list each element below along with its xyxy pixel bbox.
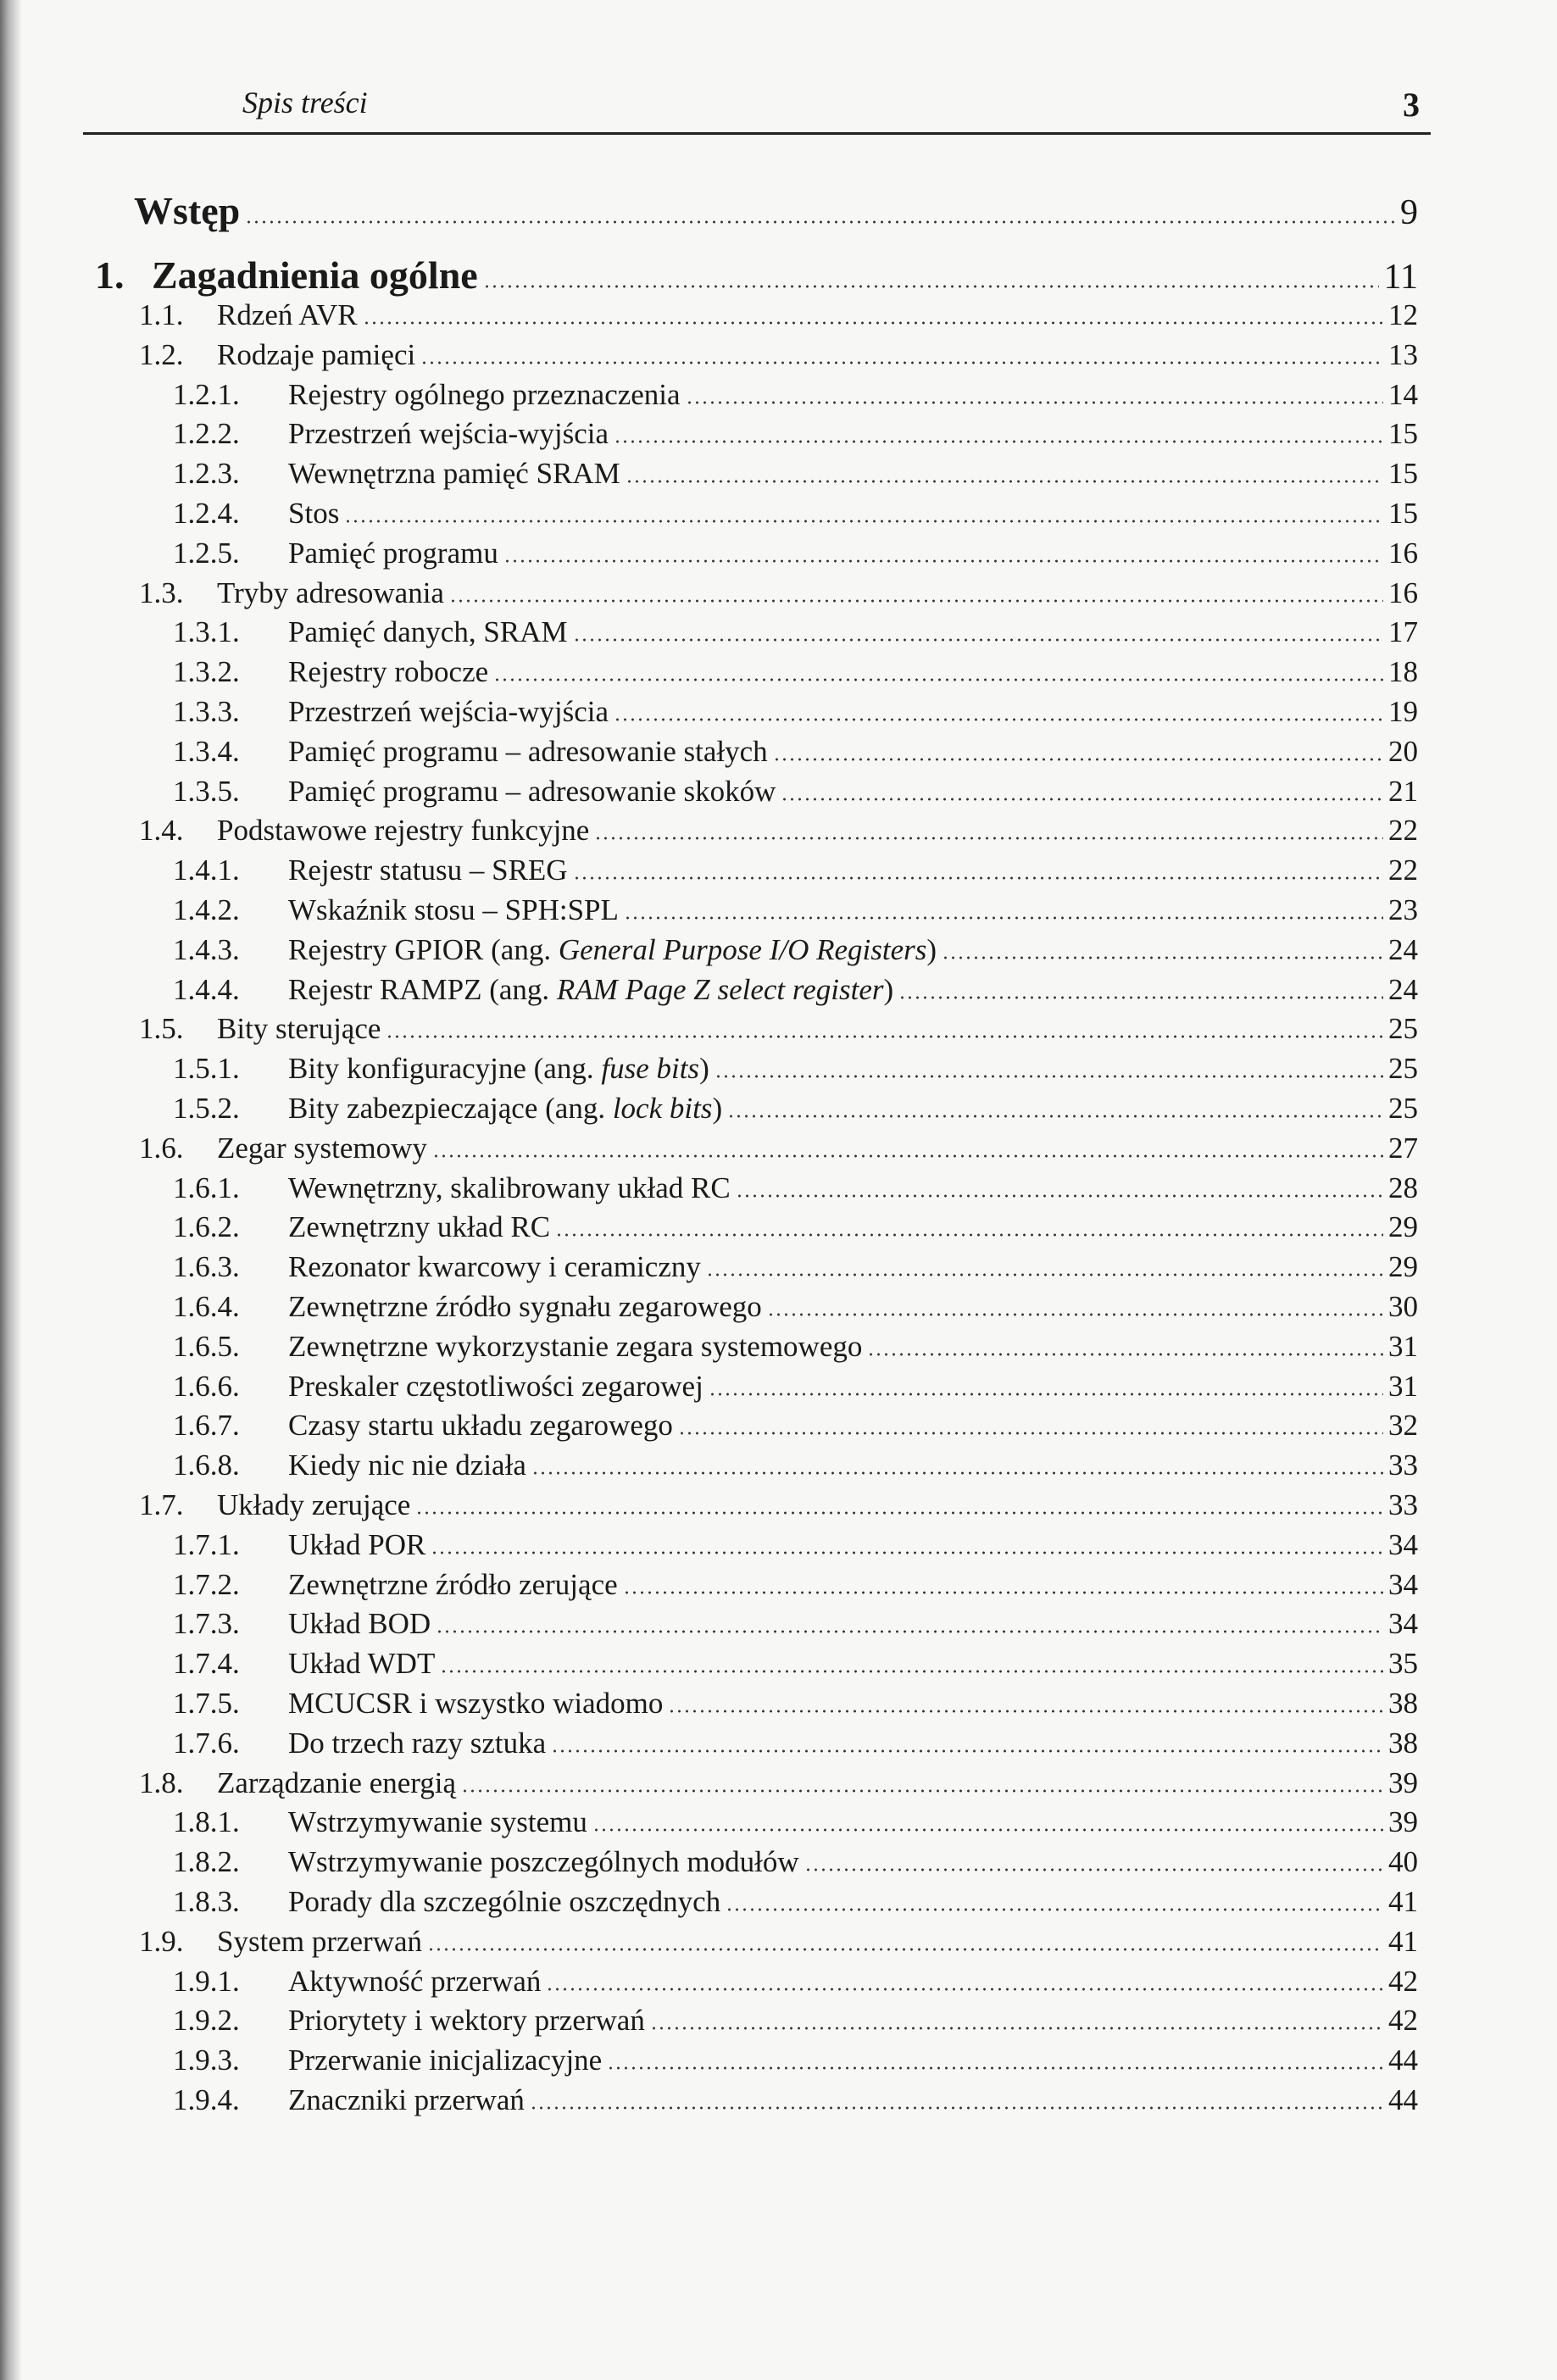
toc-title xyxy=(288,854,568,887)
toc-page: 39 xyxy=(1388,1766,1418,1799)
toc-title-text: Układ WDT xyxy=(288,1647,436,1681)
toc-title-text: Wskaźnik stosu – SPH:SPL xyxy=(288,893,619,926)
toc-title-text: Rdzeń AVR xyxy=(217,298,358,331)
toc-title xyxy=(288,2044,602,2077)
toc-number: 1.9.4. xyxy=(173,2083,240,2116)
toc-entry[interactable] xyxy=(217,1488,1418,1527)
toc-entry-chapter[interactable] xyxy=(152,253,1418,298)
dot-leader xyxy=(773,758,1383,761)
dot-leader xyxy=(614,440,1383,443)
toc-title-text: Bity zabezpieczające (ang. xyxy=(288,1092,613,1125)
toc-page: 44 xyxy=(1388,2083,1418,2116)
dot-leader xyxy=(592,1828,1383,1832)
dot-leader xyxy=(804,1868,1383,1871)
dot-leader xyxy=(626,480,1383,483)
dot-leader xyxy=(386,1035,1383,1038)
toc-number: 1.1. xyxy=(139,298,184,331)
toc-title xyxy=(288,893,619,927)
toc-title-text: Zarządzanie energią xyxy=(217,1766,457,1799)
toc-entry[interactable] xyxy=(217,338,1418,377)
toc-page: 34 xyxy=(1388,1567,1418,1601)
toc-title xyxy=(288,1687,663,1721)
toc-title xyxy=(288,695,609,729)
toc-entry[interactable] xyxy=(288,1250,1418,1289)
dot-leader xyxy=(344,520,1383,523)
toc-page: 35 xyxy=(1388,1647,1418,1681)
toc-page: 29 xyxy=(1388,1250,1418,1284)
toc-number: 1.4.2. xyxy=(173,893,240,926)
toc-title xyxy=(288,1250,701,1284)
toc-page: 18 xyxy=(1388,655,1418,689)
toc-title-text: MCUCSR i wszystko wiadomo xyxy=(288,1687,664,1720)
toc-title xyxy=(288,1210,550,1244)
toc-title xyxy=(217,576,444,610)
toc-title-italic: RAM Page Z select register xyxy=(556,972,884,1006)
toc-title xyxy=(217,1766,456,1800)
toc-title-text: Priorytety i wektory przerwań xyxy=(288,2004,645,2038)
toc-entry[interactable] xyxy=(288,1885,1418,1924)
toc-title xyxy=(288,1290,762,1324)
toc-page: 24 xyxy=(1388,932,1418,966)
toc-page: 34 xyxy=(1388,1527,1418,1561)
toc-title-italic: General Purpose I/O Registers xyxy=(558,932,927,966)
toc-title-text: Pamięć programu – adresowanie stałych xyxy=(288,734,768,768)
toc-entry[interactable] xyxy=(288,854,1418,892)
toc-title xyxy=(288,1052,709,1086)
toc-page: 11 xyxy=(1383,258,1418,297)
toc-entry[interactable] xyxy=(288,695,1418,734)
toc-page: 25 xyxy=(1388,1052,1418,1086)
toc-entry[interactable] xyxy=(288,775,1418,814)
page-number: 3 xyxy=(1403,86,1420,124)
dot-leader xyxy=(573,638,1383,642)
toc-title xyxy=(288,735,768,769)
toc-entry[interactable] xyxy=(288,1092,1418,1131)
toc-number: 1.5.1. xyxy=(173,1052,240,1086)
toc-entry[interactable] xyxy=(288,1687,1418,1726)
toc-page: 25 xyxy=(1388,1012,1418,1046)
toc-title xyxy=(288,1171,731,1205)
dot-leader xyxy=(624,916,1383,920)
toc-title-text: Rejestry ogólnego przeznaczenia xyxy=(288,377,681,411)
toc-page: 38 xyxy=(1388,1687,1418,1720)
dot-leader xyxy=(420,361,1383,364)
toc-number: 1.7.2. xyxy=(173,1567,240,1601)
toc-number: 1.6.4. xyxy=(173,1290,240,1323)
toc-title-suffix: ) xyxy=(699,1052,709,1086)
dot-leader xyxy=(706,1273,1383,1276)
toc-number: 1.7. xyxy=(139,1488,184,1521)
toc-entry[interactable] xyxy=(288,2083,1418,2122)
toc-title xyxy=(288,457,620,491)
toc-page: 42 xyxy=(1388,2004,1418,2038)
toc-entry[interactable] xyxy=(288,933,1418,972)
toc-title xyxy=(288,1568,618,1602)
dot-leader xyxy=(363,321,1383,325)
toc-entry[interactable] xyxy=(217,1766,1418,1805)
toc-entry[interactable] xyxy=(288,1805,1418,1844)
toc-page: 31 xyxy=(1388,1329,1418,1363)
toc-title xyxy=(288,1805,587,1839)
toc-title-text: Rejestr RAMPZ (ang. xyxy=(288,972,557,1006)
toc-entry[interactable] xyxy=(217,1012,1418,1051)
toc-title xyxy=(288,1647,435,1681)
dot-leader xyxy=(432,1154,1383,1158)
toc-entry[interactable] xyxy=(288,2004,1418,2043)
toc-entry[interactable] xyxy=(288,735,1418,774)
toc-number: 1.8. xyxy=(139,1766,184,1799)
toc-title-text: Zegar systemowy xyxy=(217,1131,427,1165)
toc-title-text: Wewnętrzna pamięć SRAM xyxy=(288,457,620,491)
toc-entry[interactable] xyxy=(288,497,1418,536)
toc-page: 31 xyxy=(1388,1369,1418,1403)
dot-leader xyxy=(503,559,1383,563)
toc-entry[interactable] xyxy=(288,1647,1418,1686)
toc-page: 34 xyxy=(1388,1607,1418,1641)
toc-number: 1.5.2. xyxy=(173,1092,240,1125)
toc-title-text: Wstrzymywanie systemu xyxy=(288,1805,587,1839)
toc-number: 1.4.3. xyxy=(173,932,240,966)
toc-entry[interactable] xyxy=(288,417,1418,456)
toc-title-text: Bity sterujące xyxy=(217,1012,381,1046)
toc-title-suffix: ) xyxy=(712,1092,723,1125)
toc-title-text: Zewnętrzne źródło zerujące xyxy=(288,1567,618,1601)
toc-page: 39 xyxy=(1388,1805,1418,1839)
toc-page: 41 xyxy=(1388,1885,1418,1918)
toc-entry[interactable] xyxy=(288,615,1418,654)
toc-page: 27 xyxy=(1388,1131,1418,1165)
toc-title xyxy=(288,1528,425,1562)
dot-leader xyxy=(449,599,1383,603)
toc-title xyxy=(288,1449,526,1482)
toc-entry[interactable] xyxy=(288,893,1418,932)
toc-number: 1.6.7. xyxy=(173,1409,240,1443)
dot-leader xyxy=(781,798,1383,801)
toc-title xyxy=(217,338,415,372)
toc-number: 1.3.5. xyxy=(173,774,240,808)
toc-entry[interactable] xyxy=(288,973,1418,1012)
toc-title-text: Czasy startu układu zegarowego xyxy=(288,1409,673,1443)
toc-page: 15 xyxy=(1388,417,1418,451)
toc-page: 22 xyxy=(1388,814,1418,848)
dot-leader xyxy=(942,956,1383,959)
running-header-title: Spis treści xyxy=(242,86,368,120)
toc-title-text: Kiedy nic nie działa xyxy=(288,1449,526,1482)
toc-title-text: Do trzech razy sztuka xyxy=(288,1726,547,1760)
toc-title-text: Stos xyxy=(288,497,340,530)
dot-leader xyxy=(415,1511,1383,1515)
toc-title-text: Przerwanie inicjalizacyjne xyxy=(288,2044,603,2077)
toc-page: 15 xyxy=(1388,497,1418,530)
toc-entry[interactable] xyxy=(217,298,1418,337)
chapter-number: 1. xyxy=(95,253,125,297)
toc-title-text: Aktywność przerwań xyxy=(288,1964,542,1998)
dot-leader xyxy=(727,1115,1383,1118)
dot-leader xyxy=(686,401,1383,404)
dot-leader xyxy=(427,1948,1383,1951)
toc-title-suffix: ) xyxy=(883,972,894,1006)
toc-title-text: Podstawowe rejestry funkcyjne xyxy=(217,814,590,848)
toc-number: 1.9. xyxy=(139,1924,184,1958)
toc-title-text: Układ BOD xyxy=(288,1607,431,1641)
toc-entry[interactable] xyxy=(288,1210,1418,1249)
toc-number: 1.9.2. xyxy=(173,2004,240,2038)
toc-title xyxy=(288,2004,645,2038)
toc-entry[interactable] xyxy=(288,1171,1418,1210)
toc-title xyxy=(288,615,568,649)
toc-number: 1.2.5. xyxy=(173,536,240,570)
toc-number: 1.6.1. xyxy=(173,1171,240,1204)
toc-page: 16 xyxy=(1388,536,1418,570)
toc-title: Wstęp xyxy=(134,189,241,232)
toc-entry[interactable] xyxy=(288,1965,1418,2004)
toc-entry[interactable] xyxy=(288,655,1418,694)
toc-number: 1.7.4. xyxy=(173,1647,240,1681)
toc-number: 1.2. xyxy=(139,337,184,371)
dot-leader xyxy=(898,996,1383,999)
toc-number: 1.3.1. xyxy=(173,615,240,649)
toc-title-text: Rodzaje pamięci xyxy=(217,337,416,371)
toc-title xyxy=(288,1409,673,1443)
toc-page: 20 xyxy=(1388,734,1418,768)
toc-number: 1.3.4. xyxy=(173,734,240,768)
dot-leader xyxy=(555,1233,1383,1237)
toc-number: 1.3. xyxy=(139,576,184,609)
toc-page: 14 xyxy=(1388,377,1418,411)
dot-leader xyxy=(668,1710,1383,1713)
toc-title-text: Preskaler częstotliwości zegarowej xyxy=(288,1369,703,1403)
toc-page: 30 xyxy=(1388,1290,1418,1323)
toc-page: 44 xyxy=(1388,2044,1418,2077)
toc-title-text: Rejestry robocze xyxy=(288,655,489,689)
toc-title xyxy=(288,2083,525,2117)
toc-title-text: Układy zerujące xyxy=(217,1488,411,1521)
toc-entry[interactable] xyxy=(288,1449,1418,1488)
toc-entry[interactable] xyxy=(288,1370,1418,1409)
toc-entry[interactable] xyxy=(217,814,1418,853)
dot-leader xyxy=(650,2027,1383,2030)
toc-title xyxy=(288,378,681,412)
toc-title xyxy=(217,1132,427,1165)
toc-page: 23 xyxy=(1388,893,1418,926)
toc-entry[interactable] xyxy=(288,1409,1418,1448)
dot-leader xyxy=(726,1908,1383,1911)
toc-page: 13 xyxy=(1388,337,1418,371)
dot-leader xyxy=(531,1471,1383,1475)
toc-page: 16 xyxy=(1388,576,1418,609)
toc-number: 1.3.3. xyxy=(173,695,240,728)
toc-number: 1.6.6. xyxy=(173,1369,240,1403)
toc-number: 1.9.3. xyxy=(173,2044,240,2077)
toc-title xyxy=(288,1370,703,1404)
toc-title-text: Bity konfiguracyjne (ang. xyxy=(288,1052,602,1086)
toc-title-text: Znaczniki przerwań xyxy=(288,2083,525,2116)
toc-title xyxy=(288,1092,722,1126)
toc-title xyxy=(288,1727,546,1760)
toc-title xyxy=(217,814,589,848)
toc-number: 1.8.3. xyxy=(173,1885,240,1918)
toc-page: 24 xyxy=(1388,972,1418,1006)
toc-page: 29 xyxy=(1388,1210,1418,1244)
toc-number: 1.4. xyxy=(139,814,184,848)
toc-title-text: System przerwań xyxy=(217,1924,423,1958)
dot-leader xyxy=(715,1075,1383,1078)
toc-page: 9 xyxy=(1400,193,1418,232)
dot-leader xyxy=(614,718,1383,721)
toc-number: 1.4.1. xyxy=(173,854,240,887)
toc-title-text: Rezonator kwarcowy i ceramiczny xyxy=(288,1250,701,1284)
dot-leader xyxy=(607,2066,1383,2070)
toc-title-text: Pamięć programu – adresowanie skoków xyxy=(288,774,776,808)
toc-page: 25 xyxy=(1388,1092,1418,1125)
toc-page: 22 xyxy=(1388,854,1418,887)
toc-title: Zagadnienia ogólne xyxy=(152,253,478,297)
toc-title xyxy=(217,1488,410,1522)
toc-number: 1.8.2. xyxy=(173,1845,240,1879)
toc-entry[interactable] xyxy=(288,2044,1418,2082)
toc-page: 17 xyxy=(1388,615,1418,649)
toc-number: 1.7.3. xyxy=(173,1607,240,1641)
toc-title-text: Układ POR xyxy=(288,1527,426,1561)
toc-entry[interactable] xyxy=(288,537,1418,576)
toc-entry[interactable] xyxy=(288,1845,1418,1884)
toc-title xyxy=(288,933,937,967)
toc-number: 1.7.6. xyxy=(173,1726,240,1760)
toc-title xyxy=(288,655,488,689)
toc-title xyxy=(217,1012,381,1046)
toc-title-text: Pamięć programu xyxy=(288,536,498,570)
toc-entry[interactable] xyxy=(288,1290,1418,1329)
toc-title xyxy=(288,1845,799,1879)
toc-number: 1.6.5. xyxy=(173,1329,240,1363)
toc-page: 21 xyxy=(1388,774,1418,808)
toc-number: 1.6.2. xyxy=(173,1210,240,1244)
toc-title-text: Zewnętrzne źródło sygnału zegarowego xyxy=(288,1290,762,1323)
toc-page: 33 xyxy=(1388,1488,1418,1521)
toc-title-italic: lock bits xyxy=(612,1092,713,1125)
dot-leader xyxy=(530,2106,1383,2110)
dot-leader xyxy=(736,1194,1383,1198)
toc-title xyxy=(288,1607,431,1641)
toc-title xyxy=(288,417,609,451)
toc-number: 1.2.3. xyxy=(173,457,240,491)
dot-leader xyxy=(546,1988,1383,1991)
toc-page: 19 xyxy=(1388,695,1418,728)
toc-title-text: Porady dla szczególnie oszczędnych xyxy=(288,1885,721,1918)
toc-title-text: Pamięć danych, SRAM xyxy=(288,615,568,649)
toc-page: 28 xyxy=(1388,1171,1418,1204)
toc-title-text: Wewnętrzny, skalibrowany układ RC xyxy=(288,1171,731,1204)
toc-page: 15 xyxy=(1388,457,1418,491)
toc-entry[interactable] xyxy=(288,457,1418,496)
toc-title-text: Zewnętrzne wykorzystanie zegara systemowego xyxy=(288,1329,863,1363)
toc-title xyxy=(288,1885,720,1919)
toc-entry[interactable] xyxy=(288,1568,1418,1607)
dot-leader xyxy=(551,1749,1383,1753)
toc-title-text: Przestrzeń wejścia-wyjścia xyxy=(288,417,609,451)
toc-page: 12 xyxy=(1388,298,1418,331)
toc-title-text: Zewnętrzny układ RC xyxy=(288,1210,551,1244)
dot-leader xyxy=(431,1551,1383,1554)
scan-edge-shadow xyxy=(0,0,22,2380)
toc-title-text: Rejestry GPIOR (ang. xyxy=(288,932,559,966)
toc-number: 1.9.1. xyxy=(173,1964,240,1998)
toc-page: 32 xyxy=(1388,1409,1418,1443)
toc-number: 1.3.2. xyxy=(173,655,240,689)
dot-leader xyxy=(245,220,1395,224)
dot-leader xyxy=(594,837,1383,840)
toc-title-text: Przestrzeń wejścia-wyjścia xyxy=(288,695,609,728)
toc-page: 40 xyxy=(1388,1845,1418,1879)
toc-title xyxy=(288,973,893,1007)
dot-leader xyxy=(867,1353,1383,1356)
toc-number: 1.4.4. xyxy=(173,972,240,1006)
dot-leader xyxy=(483,285,1379,288)
toc-title xyxy=(217,1925,422,1959)
toc-number: 1.2.4. xyxy=(173,497,240,530)
toc-number: 1.2.2. xyxy=(173,417,240,451)
toc-entry-intro[interactable] xyxy=(134,188,1418,233)
toc-number: 1.6.3. xyxy=(173,1250,240,1284)
header-rule xyxy=(83,132,1431,135)
dot-leader xyxy=(436,1630,1383,1633)
toc-entry[interactable] xyxy=(217,1925,1418,1964)
toc-title xyxy=(288,537,498,570)
toc-title xyxy=(288,497,339,531)
toc-title-text: Rejestr statusu – SREG xyxy=(288,854,568,887)
toc-number: 1.6. xyxy=(139,1131,184,1165)
toc-number: 1.5. xyxy=(139,1012,184,1046)
toc-title-text: Tryby adresowania xyxy=(217,576,444,609)
toc-entry[interactable] xyxy=(288,1330,1418,1369)
toc-number: 1.7.5. xyxy=(173,1687,240,1720)
toc-entry[interactable] xyxy=(288,1052,1418,1091)
toc-title xyxy=(217,298,358,332)
toc-title-suffix: ) xyxy=(926,932,937,966)
dot-leader xyxy=(573,876,1383,880)
toc-page: 42 xyxy=(1388,1964,1418,1998)
toc-title xyxy=(288,775,776,809)
toc-number: 1.8.1. xyxy=(173,1805,240,1839)
toc-title-italic: fuse bits xyxy=(601,1052,700,1086)
toc-number: 1.6.8. xyxy=(173,1449,240,1482)
dot-leader xyxy=(709,1393,1383,1396)
toc-number: 1.7.1. xyxy=(173,1527,240,1561)
toc-title-text: Wstrzymywanie poszczególnych modułów xyxy=(288,1845,799,1879)
dot-leader xyxy=(493,678,1383,681)
toc-number: 1.2.1. xyxy=(173,377,240,411)
dot-leader xyxy=(440,1670,1383,1673)
toc-title xyxy=(288,1965,541,1999)
dot-leader xyxy=(678,1432,1383,1435)
dot-leader xyxy=(623,1591,1383,1594)
toc-entry[interactable] xyxy=(288,1607,1418,1646)
toc-entry[interactable] xyxy=(217,1132,1418,1171)
toc-page: 38 xyxy=(1388,1726,1418,1760)
toc-entry[interactable] xyxy=(288,378,1418,417)
toc-page: 33 xyxy=(1388,1449,1418,1482)
toc-entry[interactable] xyxy=(288,1528,1418,1567)
toc-title xyxy=(288,1330,862,1364)
toc-page: 41 xyxy=(1388,1924,1418,1958)
dot-leader xyxy=(767,1313,1383,1316)
toc-entry[interactable] xyxy=(217,576,1418,615)
dot-leader xyxy=(461,1789,1383,1793)
toc-entry[interactable] xyxy=(288,1727,1418,1766)
